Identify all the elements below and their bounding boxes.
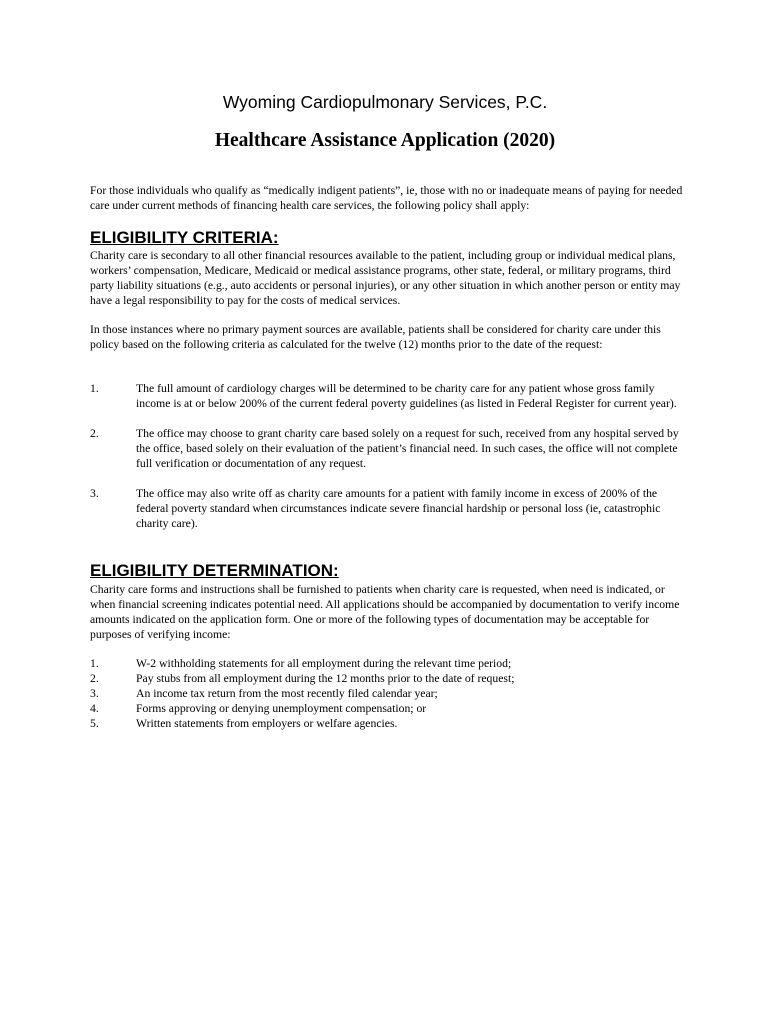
list-item (90, 671, 690, 686)
list-item (90, 486, 690, 531)
eligibility-determination-heading: ELIGIBILITY DETERMINATION: (90, 561, 339, 580)
list-item-text: Pay stubs from all employment during the 12 months prior to the date of request; (136, 672, 515, 685)
list-item-text: Written statements from employers or welfare agencies. (136, 717, 398, 730)
list-item-number: 2. (90, 672, 99, 685)
list-item-text: The full amount of cardiology charges will be determined to be charity care for any patient whose gross family income is at or below 200% of the current federal poverty guidelines (as listed in Federal Register for current year). (136, 382, 677, 410)
page-title: Healthcare Assistance Application (2020) (214, 130, 556, 151)
list-item-text: An income tax return from the most recently filed calendar year; (136, 687, 438, 700)
list-item-number: 5. (90, 717, 99, 730)
list-item-number: 3. (90, 487, 99, 500)
list-item-number: 2. (90, 427, 99, 440)
list-item (90, 686, 690, 701)
list-item-text: The office may choose to grant charity care based solely on a request for such, received from any hospital served by the office, based solely on their evaluation of the patient’s financial need. In such cases, the office will not complete full verification or documentation of any request. (136, 427, 679, 470)
criteria-list (90, 381, 690, 546)
list-item (90, 426, 690, 471)
organization-name: Wyoming Cardiopulmonary Services, P.C. (222, 92, 548, 112)
list-item (90, 381, 690, 411)
list-item (90, 656, 690, 671)
list-item-number: 1. (90, 382, 99, 395)
list-item-text: W-2 withholding statements for all employment during the relevant time period; (136, 657, 512, 670)
list-item (90, 701, 690, 716)
documentation-list (90, 656, 690, 731)
list-item (90, 716, 690, 731)
list-item-number: 1. (90, 657, 99, 670)
list-item-text: Forms approving or denying unemployment compensation; or (136, 702, 427, 715)
list-item-number: 3. (90, 687, 99, 700)
list-item-number: 4. (90, 702, 99, 715)
criteria-paragraph-1: Charity care is secondary to all other financial resources available to the patient, including group or individual medical plans, workers’ compensation, Medicare, Medicaid or medical assistance programs, other state, federal, or military programs, third party liability situations (e.g., auto accidents or personal injuries), or any other situation in which another person or entity may have a legal responsibility to pay for the costs of medical services. (90, 249, 681, 307)
eligibility-criteria-heading: ELIGIBILITY CRITERIA: (90, 228, 279, 247)
determination-paragraph: Charity care forms and instructions shall be furnished to patients when charity care is requested, when need is indicated, or when financial screening indicates potential need. All applications should be accompanied by documentation to verify income amounts indicated on the application form. One or more of the following types of documentation may be acceptable for purposes of verifying income: (90, 583, 680, 641)
intro-paragraph: For those individuals who qualify as “medically indigent patients”, ie, those with no or inadequate means of paying for needed care under current methods of financing health care services, the following policy shall apply: (90, 184, 683, 212)
list-item-text: The office may also write off as charity care amounts for a patient with family income in excess of 200% of the federal poverty standard when circumstances indicate severe financial hardship or personal loss (ie, catastrophic charity care). (136, 487, 661, 530)
criteria-paragraph-2: In those instances where no primary payment sources are available, patients shall be considered for charity care under this policy based on the following criteria as calculated for the twelve (12) months prior to the date of the request: (90, 323, 661, 351)
